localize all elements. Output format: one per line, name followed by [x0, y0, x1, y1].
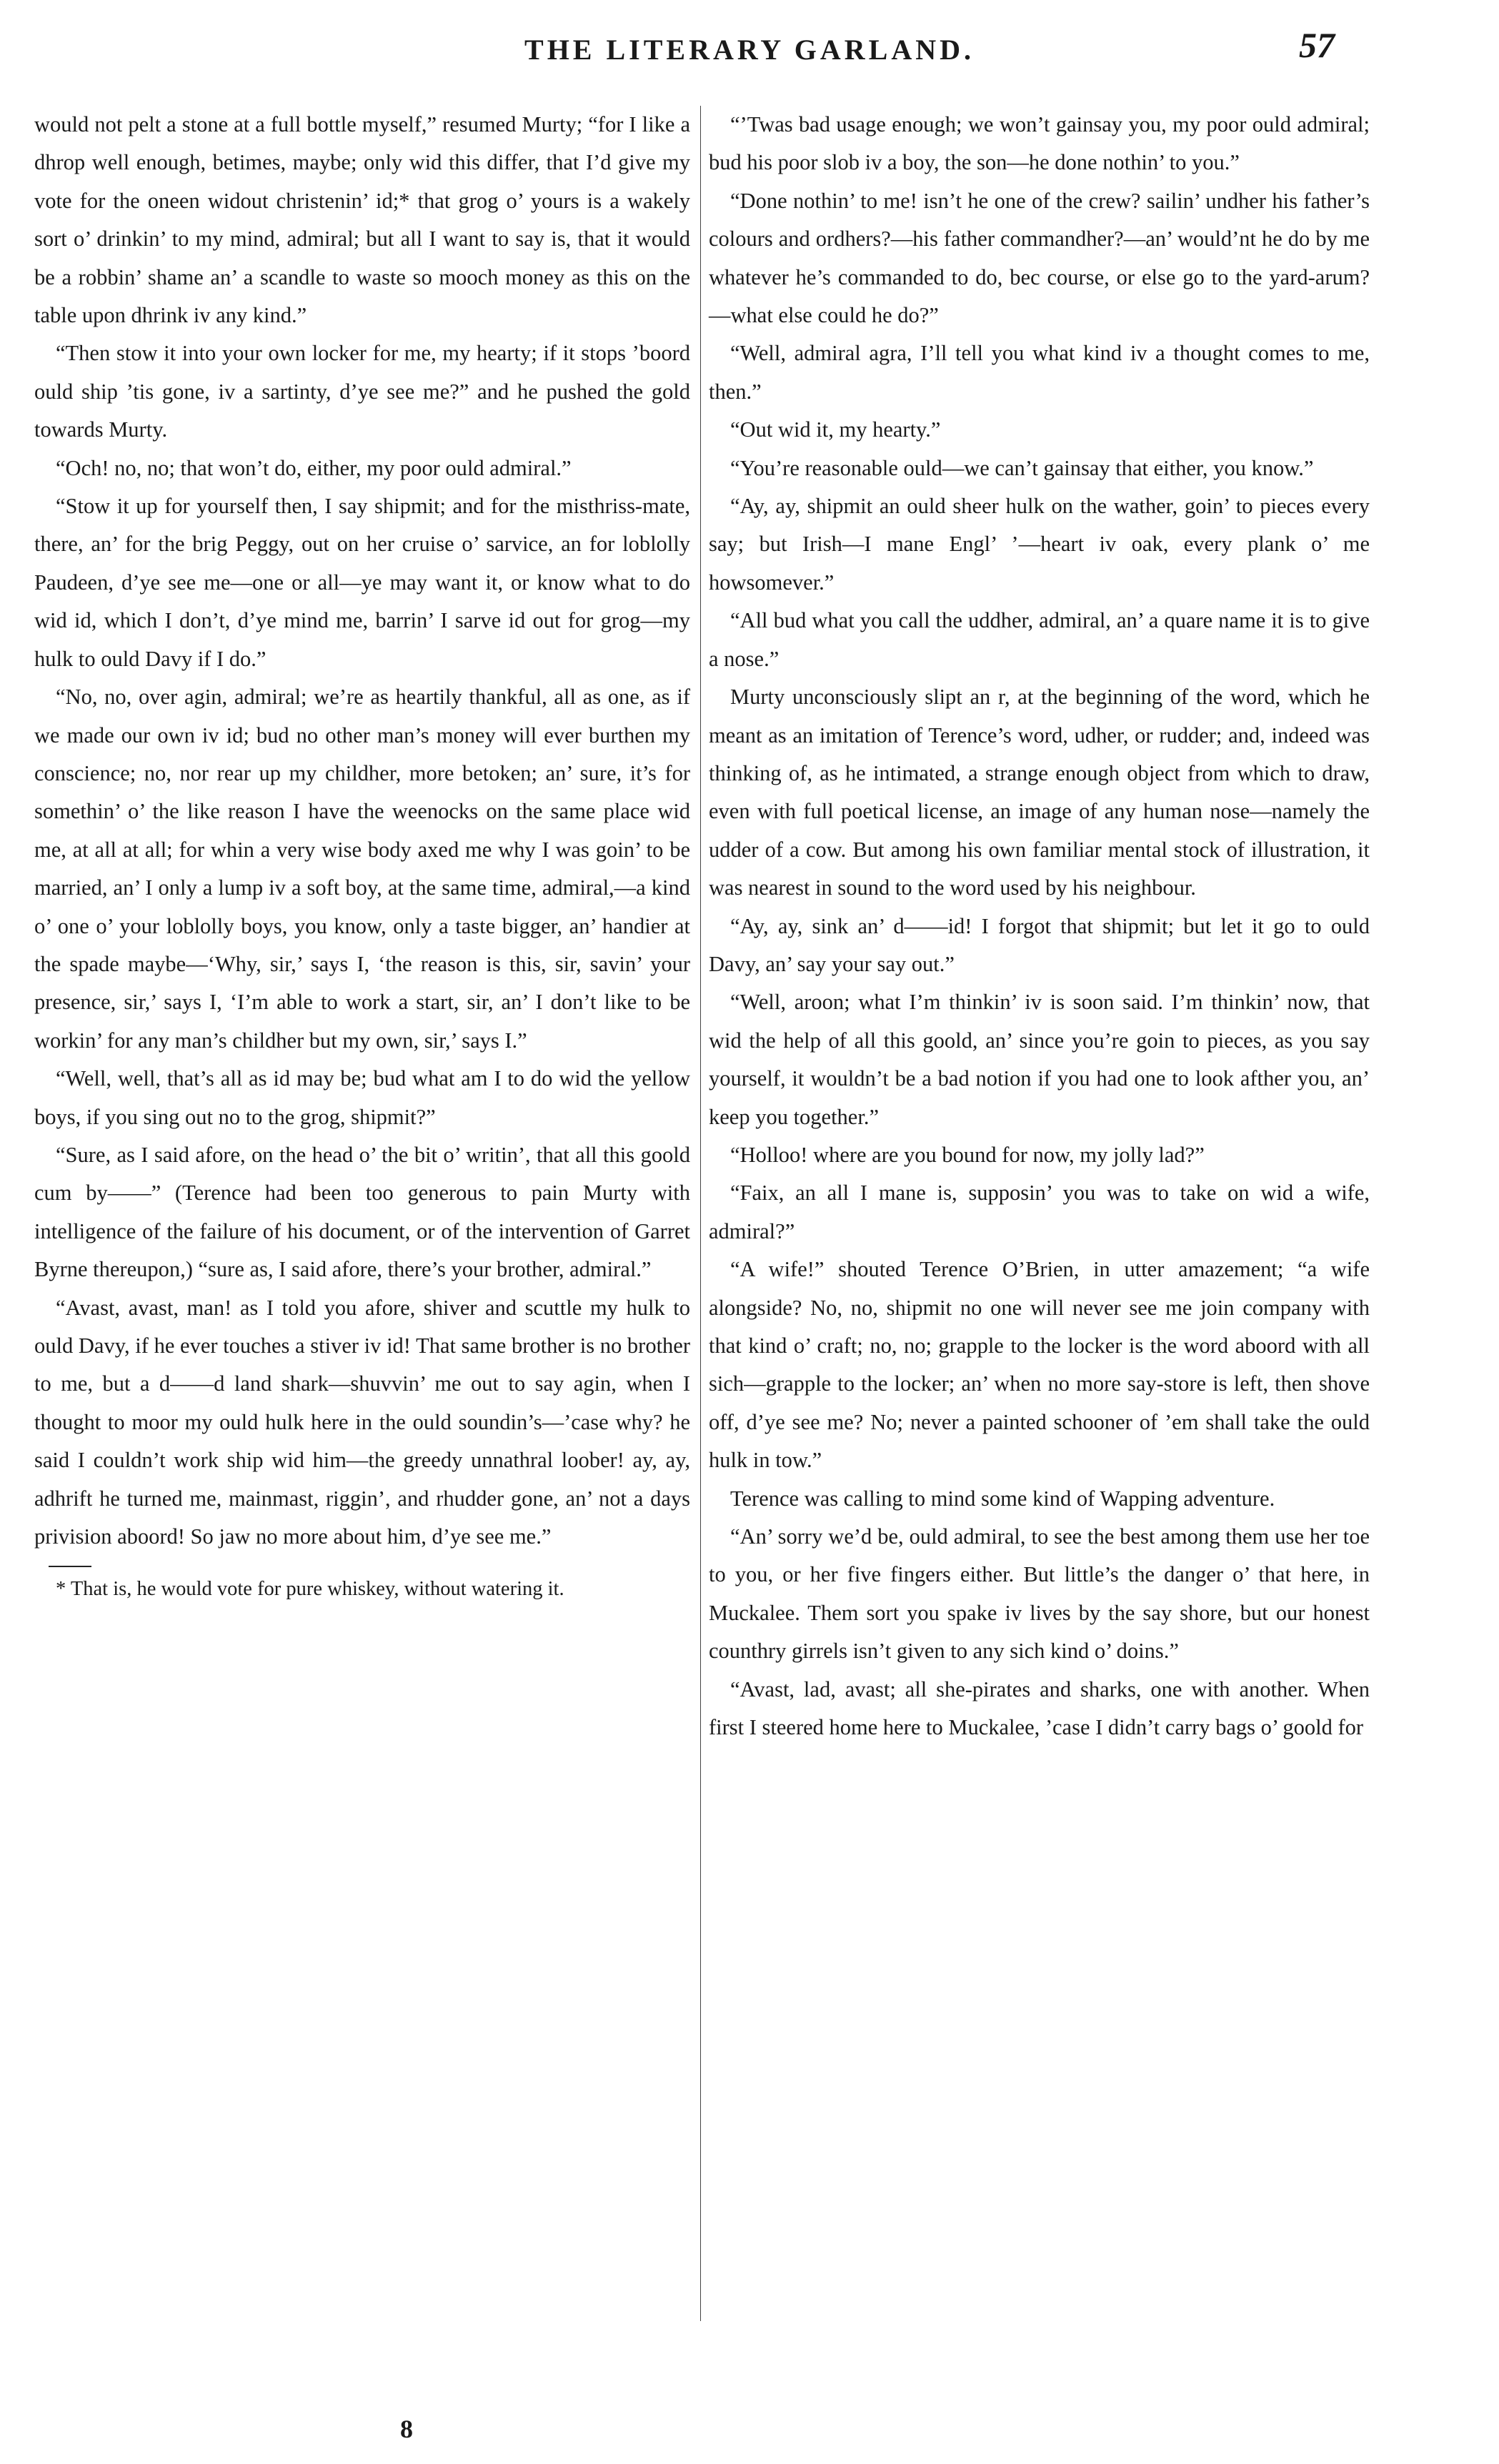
paragraph: “Ay, ay, shipmit an ould sheer hulk on the wather, goin’ to pieces every say; but Irish—I mane Engl’ ’—heart iv oak, every plank o’ me howsomever.”: [709, 494, 1370, 595]
paragraph: “’Twas bad usage enough; we won’t gainsay you, my poor ould admiral; bud his poor slob iv a boy, the son—he done nothin’ to you.”: [709, 112, 1370, 175]
signature-mark: 8: [400, 2415, 413, 2443]
paragraph: “Well, admiral agra, I’ll tell you what kind iv a thought comes to me, then.”: [709, 341, 1370, 404]
paragraph: “Faix, an all I mane is, supposin’ you was to take on wid a wife, admiral?”: [709, 1181, 1370, 1243]
page-number: 57: [1299, 25, 1335, 65]
paragraph: would not pelt a stone at a full bottle myself,” resumed Murty; “for I like a dhrop well enough, betimes, maybe; only wid this differ, that I’d give my vote for the oneen widout christenin’ id;* that grog o’ yours is a wakely sort o’ drinkin’ to my mind, admiral; but all I want to say is, that it would be a robbin’ shame an’ a scandle to waste so mooch money as this on the table upon dhrink iv any kind.”: [34, 112, 690, 328]
paragraph: “Och! no, no; that won’t do, either, my poor ould admiral.”: [56, 455, 572, 480]
paragraph: “No, no, over agin, admiral; we’re as heartily thankful, all as one, as if we made our own iv id; bud no other man’s money will ever burthen my conscience; no, nor rear up my childher, more betoken; an’ sure, it’s for somethin’ o’ the like reason I have the weenocks on the same place wid me, at all at all; for whin a very wise body axed me why I was goin’ to be married, an’ I only a lump iv a soft boy, at the same time, admiral,—a kind o’ one o’ your loblolly boys, you know, only a taste bigger, an’ handier at the spade maybe—‘Why, sir,’ says I, ‘the reason is this, sir, savin’ your presence, sir,’ says I, ‘I’m able to work a start, sir, an’ I don’t like to be workin’ for any man’s childher but my own, sir,’ says I.”: [34, 685, 690, 1053]
paragraph: “Holloo! where are you bound for now, my jolly lad?”: [730, 1142, 1205, 1167]
paragraph: “Sure, as I said afore, on the head o’ the bit o’ writin’, that all this goold cum by——” (Terence had been too generous to pain Murty with intelligence of the failure of his document, or of the intervention of Garret Byrne thereupon,) “sure as, I said afore, there’s your brother, admiral.”: [34, 1142, 690, 1282]
paragraph: “Then stow it into your own locker for me, my hearty; if it stops ’boord ould ship ’tis gone, iv a sartinty, d’ye see me?” and he pushed the gold towards Murty.: [34, 341, 690, 442]
footnote-rule: [49, 1566, 91, 1567]
footnote: * That is, he would vote for pure whiskey, without watering it.: [56, 1578, 564, 1601]
left-column: [34, 106, 690, 1606]
paragraph: “Well, aroon; what I’m thinkin’ iv is soon said. I’m thinkin’ now, that wid the help of all this goold, an’ since you’re goin to pieces, as you say yourself, it wouldn’t be a bad notion if you had one to look afther you, an’ keep you together.”: [709, 990, 1370, 1129]
paragraph: “Done nothin’ to me! isn’t he one of the crew? sailin’ undher his father’s colours and ordhers?—his father commandher?—an’ would’nt he do by me whatever he’s commanded to do, bec course, or else go to the yard-arum?—what else could he do?”: [709, 188, 1370, 328]
paragraph: “You’re reasonable ould—we can’t gainsay that either, you know.”: [730, 455, 1314, 480]
right-column: [709, 106, 1370, 1747]
paragraph: “Ay, ay, sink an’ d——id! I forgot that shipmit; but let it go to ould Davy, an’ say your say out.”: [709, 913, 1370, 976]
paragraph: “A wife!” shouted Terence O’Brien, in utter amazement; “a wife alongside? No, no, shipmit no one will never see me join company with that kind o’ craft; no, no; grapple to the locker is the word aboord with all sich—grapple to the locker; an’ when no more say-store is left, then shove off, d’ye see me? No; never a painted schooner of ’em shall take the ould hulk in tow.”: [709, 1257, 1370, 1473]
paragraph: “Avast, avast, man! as I told you afore, shiver and scuttle my hulk to ould Davy, if he ever touches a stiver iv id! That same brother is no brother to me, but a d——d land shark—shuvvin’ me out to say agin, when I thought to moor my ould hulk here in the ould soundin’s—’case why? he said I couldn’t work ship wid him—the greedy unnathral loober! ay, ay, adhrift he turned me, mainmast, riggin’, and rhudder gone, an’ not a days privision aboord! So jaw no more about him, d’ye see me.”: [34, 1295, 690, 1549]
running-title: THE LITERARY GARLAND.: [524, 34, 975, 66]
paragraph: “All bud what you call the uddher, admiral, an’ a quare name it is to give a nose.”: [709, 608, 1370, 671]
paragraph: “An’ sorry we’d be, ould admiral, to see the best among them use her toe to you, or her five fingers either. But little’s the danger o’ that here, in Muckalee. Them sort you spake iv lives by the say shore, but our honest counthry girrels isn’t given to any sich kind o’ doins.”: [709, 1524, 1370, 1664]
paragraph: “Out wid it, my hearty.”: [730, 417, 941, 442]
paragraph: Murty unconsciously slipt an r, at the beginning of the word, which he meant as an imitation of Terence’s word, udher, or rudder; and, indeed was thinking of, as he intimated, a strange enough object from which to draw, even with full poetical license, an image of any human nose—namely the udder of a cow. But among his own familiar mental stock of illustration, it was nearest in sound to the word used by his neighbour.: [709, 685, 1370, 900]
column-divider: [700, 106, 701, 2321]
paragraph: Terence was calling to mind some kind of Wapping adventure.: [730, 1486, 1275, 1511]
paragraph: “Well, well, that’s all as id may be; bud what am I to do wid the yellow boys, if you sing out no to the grog, shipmit?”: [34, 1066, 690, 1129]
paragraph: “Stow it up for yourself then, I say shipmit; and for the misthriss-mate, there, an’ for the brig Peggy, out on her cruise o’ sarvice, an for loblolly Paudeen, d’ye see me—one or all—ye may want it, or know what to do wid id, which I don’t, d’ye mind me, barrin’ I sarve id out for grog—my hulk to ould Davy if I do.”: [34, 494, 690, 671]
paragraph: “Avast, lad, avast; all she-pirates and sharks, one with another. When first I steered home here to Muckalee, ’case I didn’t carry bags o’ goold for: [709, 1676, 1370, 1740]
page-header: [0, 20, 1499, 84]
